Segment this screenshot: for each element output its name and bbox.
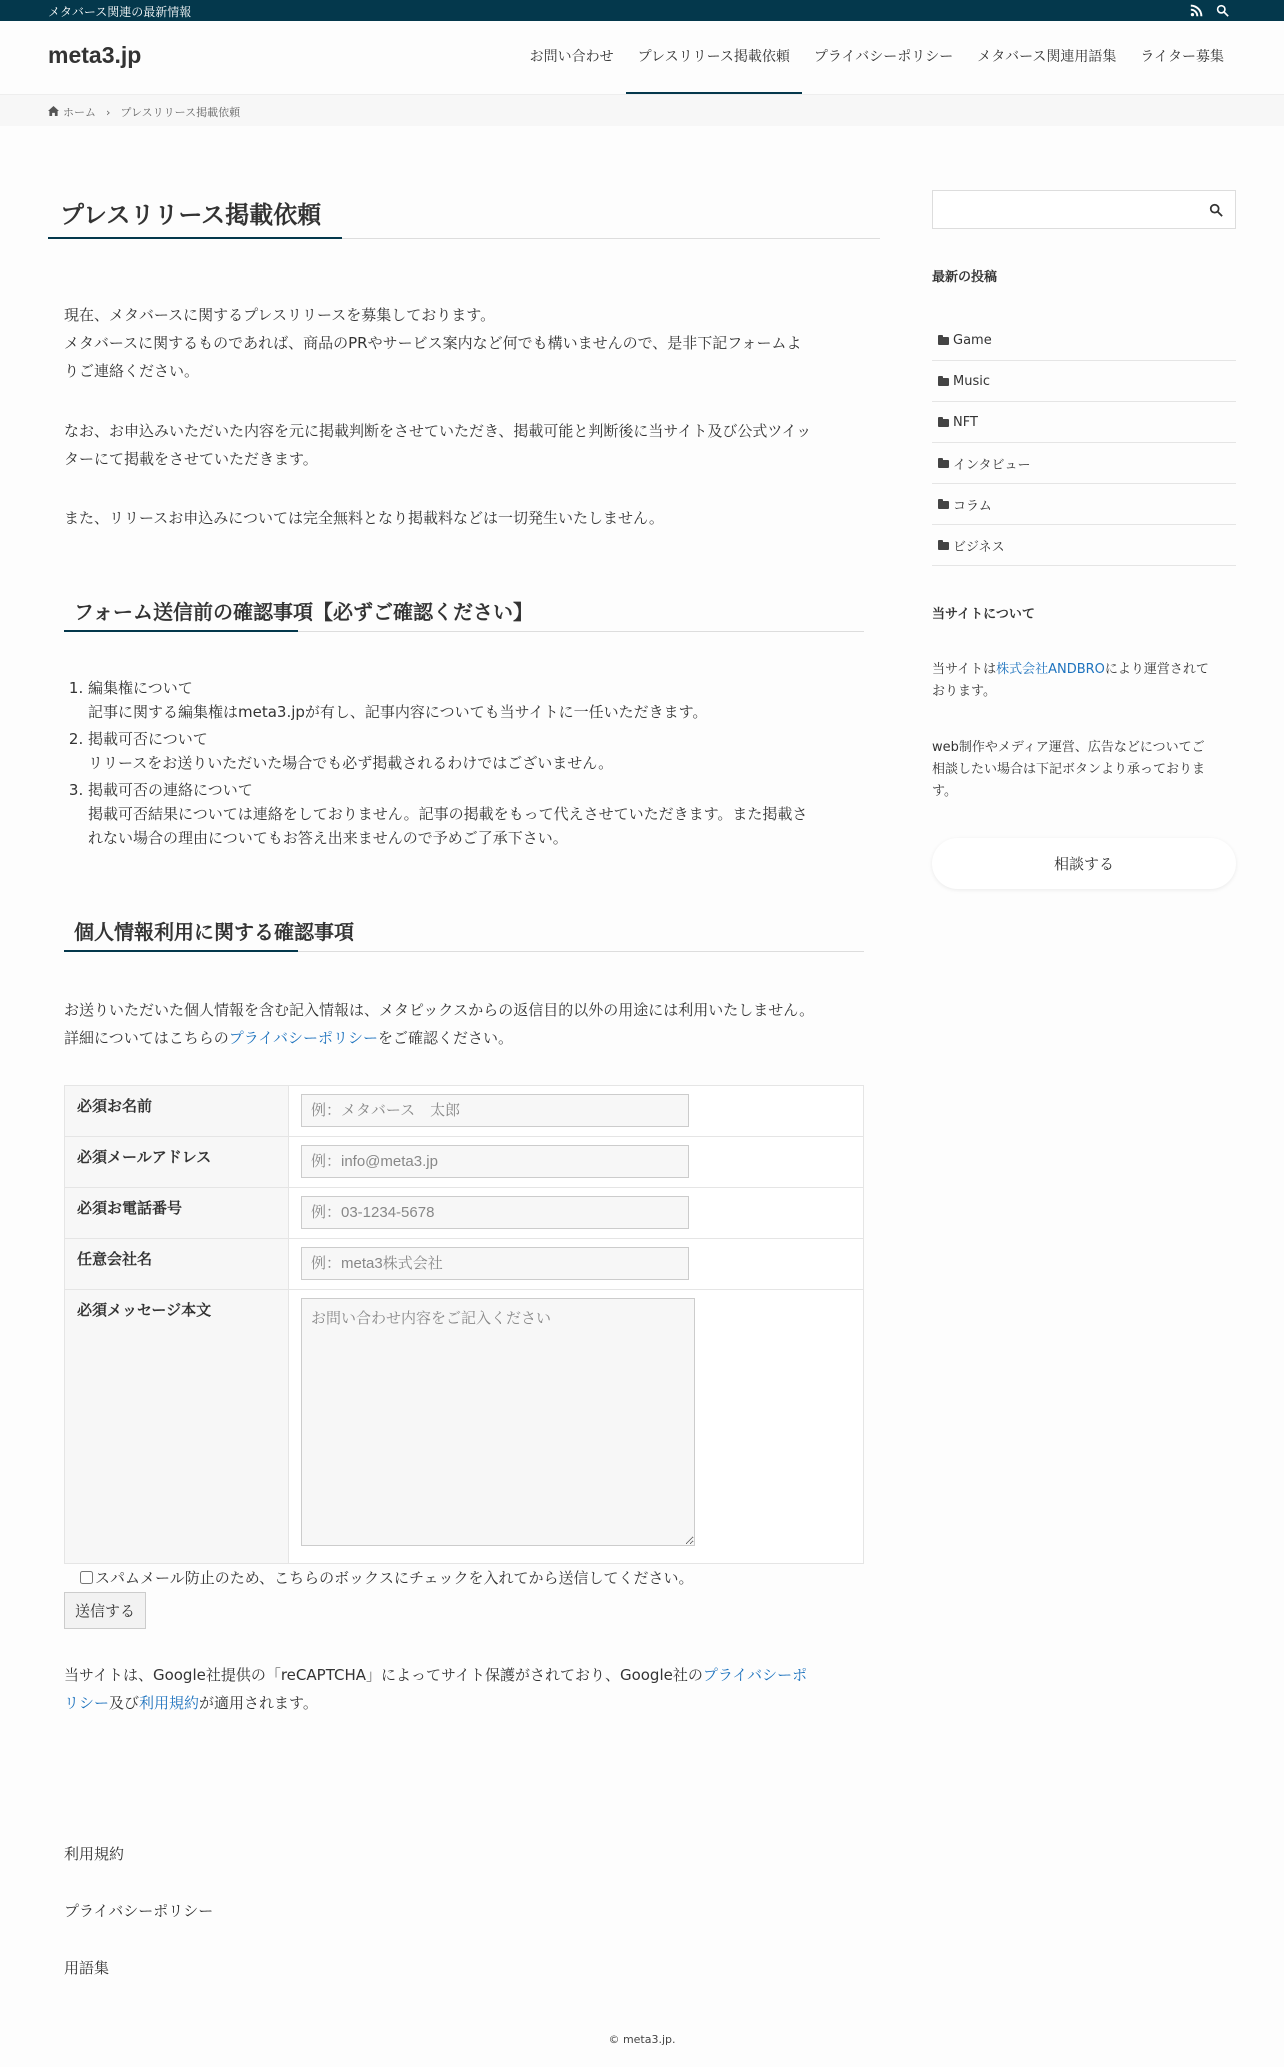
nav-item-privacy[interactable]: プライバシーポリシー bbox=[813, 49, 954, 65]
folder-icon bbox=[938, 460, 949, 468]
breadcrumb bbox=[0, 94, 1284, 126]
notes-list bbox=[64, 676, 864, 853]
footer-link-glossary[interactable]: 用語集 bbox=[64, 1959, 110, 1977]
message-textarea[interactable] bbox=[301, 1298, 695, 1546]
google-privacy-link[interactable]: プライバシーポ bbox=[702, 1666, 808, 1684]
message-label: 必須メッセージ本文 bbox=[65, 1290, 289, 1564]
global-nav bbox=[518, 21, 1236, 94]
search-icon[interactable] bbox=[1209, 202, 1225, 218]
category-item[interactable]: コラム bbox=[932, 484, 1236, 525]
category-item[interactable]: Music bbox=[932, 361, 1236, 402]
top-bar bbox=[0, 0, 1284, 21]
contact-form bbox=[64, 1085, 864, 1564]
rss-icon[interactable] bbox=[1188, 2, 1204, 18]
chevron-right-icon: › bbox=[106, 105, 111, 119]
folder-icon bbox=[938, 419, 949, 427]
phone-label: 必須お電話番号 bbox=[65, 1188, 289, 1239]
name-input[interactable] bbox=[301, 1094, 689, 1127]
phone-input[interactable] bbox=[301, 1196, 689, 1229]
folder-icon bbox=[938, 501, 949, 509]
site-header bbox=[0, 21, 1284, 94]
main-content bbox=[48, 195, 880, 239]
footer-link-terms[interactable]: 利用規約 bbox=[64, 1845, 125, 1863]
email-label: 必須メールアドレス bbox=[65, 1137, 289, 1188]
copyright: © meta3.jp. bbox=[608, 2033, 676, 2046]
footer-links bbox=[64, 1843, 213, 2014]
recaptcha-notice: 当サイトは、Google社提供の「reCAPTCHA」によってサイト保護がされており、Google社のプライバシーポ リシー及び利用規約が適用されます。 bbox=[64, 1666, 808, 1712]
footer-link-privacy[interactable]: プライバシーポリシー bbox=[64, 1902, 214, 1920]
nav-item-writer[interactable]: ライター募集 bbox=[1140, 49, 1224, 65]
intro-paragraph: 現在、メタバースに関するプレスリリースを募集しております。 メタバースに関するものであれば、商品のPRやサービス案内など何でも構いませんので、是非下記フォームよ りご連絡ください。 bbox=[64, 306, 802, 380]
privacy-policy-link[interactable]: プライバシーポリシー bbox=[228, 1029, 378, 1047]
site-tagline: メタバース関連の最新情報 bbox=[48, 5, 192, 19]
list-item: 1. 編集権について 記事に関する編集権はmeta3.jpが有し、記事内容についても当サイトに一任いただきます。 bbox=[88, 676, 864, 724]
section-heading-privacy: 個人情報利用に関する確認事項 bbox=[64, 916, 864, 952]
submit-button[interactable]: 送信する bbox=[64, 1592, 146, 1629]
company-label: 任意会社名 bbox=[65, 1239, 289, 1290]
sidebar-search-input[interactable] bbox=[933, 191, 1193, 228]
about-title: 当サイトについて bbox=[932, 607, 1035, 622]
folder-icon bbox=[938, 337, 949, 345]
google-terms-link[interactable]: 利用規約 bbox=[139, 1694, 200, 1712]
breadcrumb-home[interactable]: ホーム bbox=[63, 106, 96, 119]
nav-item-press-release[interactable]: プレスリリース掲載依頼 bbox=[626, 21, 802, 94]
spam-check-label: スパムメール防止のため、こちらのボックスにチェックを入れてから送信してください。 bbox=[95, 1569, 694, 1587]
home-icon bbox=[48, 106, 59, 119]
sidebar-search bbox=[932, 190, 1236, 229]
privacy-paragraph: お送りいただいた個人情報を含む記入情報は、メタピックスからの返信目的以外の用途には利用いたしません。 詳細についてはこちらのプライバシーポリシーをご確認ください。 bbox=[64, 1001, 815, 1047]
company-input[interactable] bbox=[301, 1247, 689, 1280]
search-icon[interactable] bbox=[1214, 2, 1230, 18]
category-item[interactable]: NFT bbox=[932, 402, 1236, 443]
email-input[interactable] bbox=[301, 1145, 689, 1178]
list-item: 3. 掲載可否の連絡について 掲載可否結果については連絡をしておりません。記事の掲載をもって代えさせていただきます。また掲載さ れない場合の理由についてもお答え出来ませんので予めご了承下さい。 bbox=[88, 778, 864, 850]
folder-icon bbox=[938, 378, 949, 386]
name-label: 必須お名前 bbox=[65, 1086, 289, 1137]
consult-paragraph: web制作やメディア運営、広告などについてご 相談したい場合は下記ボタンより承っておりま す。 bbox=[932, 740, 1206, 799]
consult-button[interactable]: 相談する bbox=[932, 838, 1236, 889]
category-list bbox=[932, 320, 1236, 566]
breadcrumb-current: プレスリリース掲載依頼 bbox=[120, 106, 241, 119]
page-title: プレスリリース掲載依頼 bbox=[48, 195, 880, 239]
about-paragraph: 当サイトは株式会社ANDBROにより運営されて おります。 bbox=[932, 662, 1209, 699]
category-item[interactable]: Game bbox=[932, 320, 1236, 361]
section-heading-confirm: フォーム送信前の確認事項【必ずご確認ください】 bbox=[64, 596, 864, 632]
free-paragraph: また、リリースお申込みについては完全無料となり掲載料などは一切発生いたしません。 bbox=[64, 509, 664, 527]
recent-posts-title: 最新の投稿 bbox=[932, 270, 998, 285]
publish-paragraph: なお、お申込みいただいた内容を元に掲載判断をさせていただき、掲載可能と判断後に当サイト及び公式ツイッ ターにて掲載をさせていただきます。 bbox=[64, 422, 812, 468]
site-logo[interactable]: meta3.jp bbox=[48, 42, 142, 68]
nav-item-glossary[interactable]: メタバース関連用語集 bbox=[977, 49, 1117, 65]
andbro-link[interactable]: 株式会社ANDBRO bbox=[996, 662, 1105, 677]
spam-checkbox[interactable] bbox=[80, 1571, 93, 1584]
category-item[interactable]: インタビュー bbox=[932, 443, 1236, 484]
category-item[interactable]: ビジネス bbox=[932, 525, 1236, 566]
nav-item-contact[interactable]: お問い合わせ bbox=[529, 49, 614, 65]
google-privacy-link-cont[interactable]: リシー bbox=[64, 1694, 110, 1712]
list-item: 2. 掲載可否について リリースをお送りいただいた場合でも必ず掲載されるわけではございません。 bbox=[88, 727, 864, 775]
folder-icon bbox=[938, 542, 949, 550]
spam-check bbox=[80, 1567, 694, 1588]
